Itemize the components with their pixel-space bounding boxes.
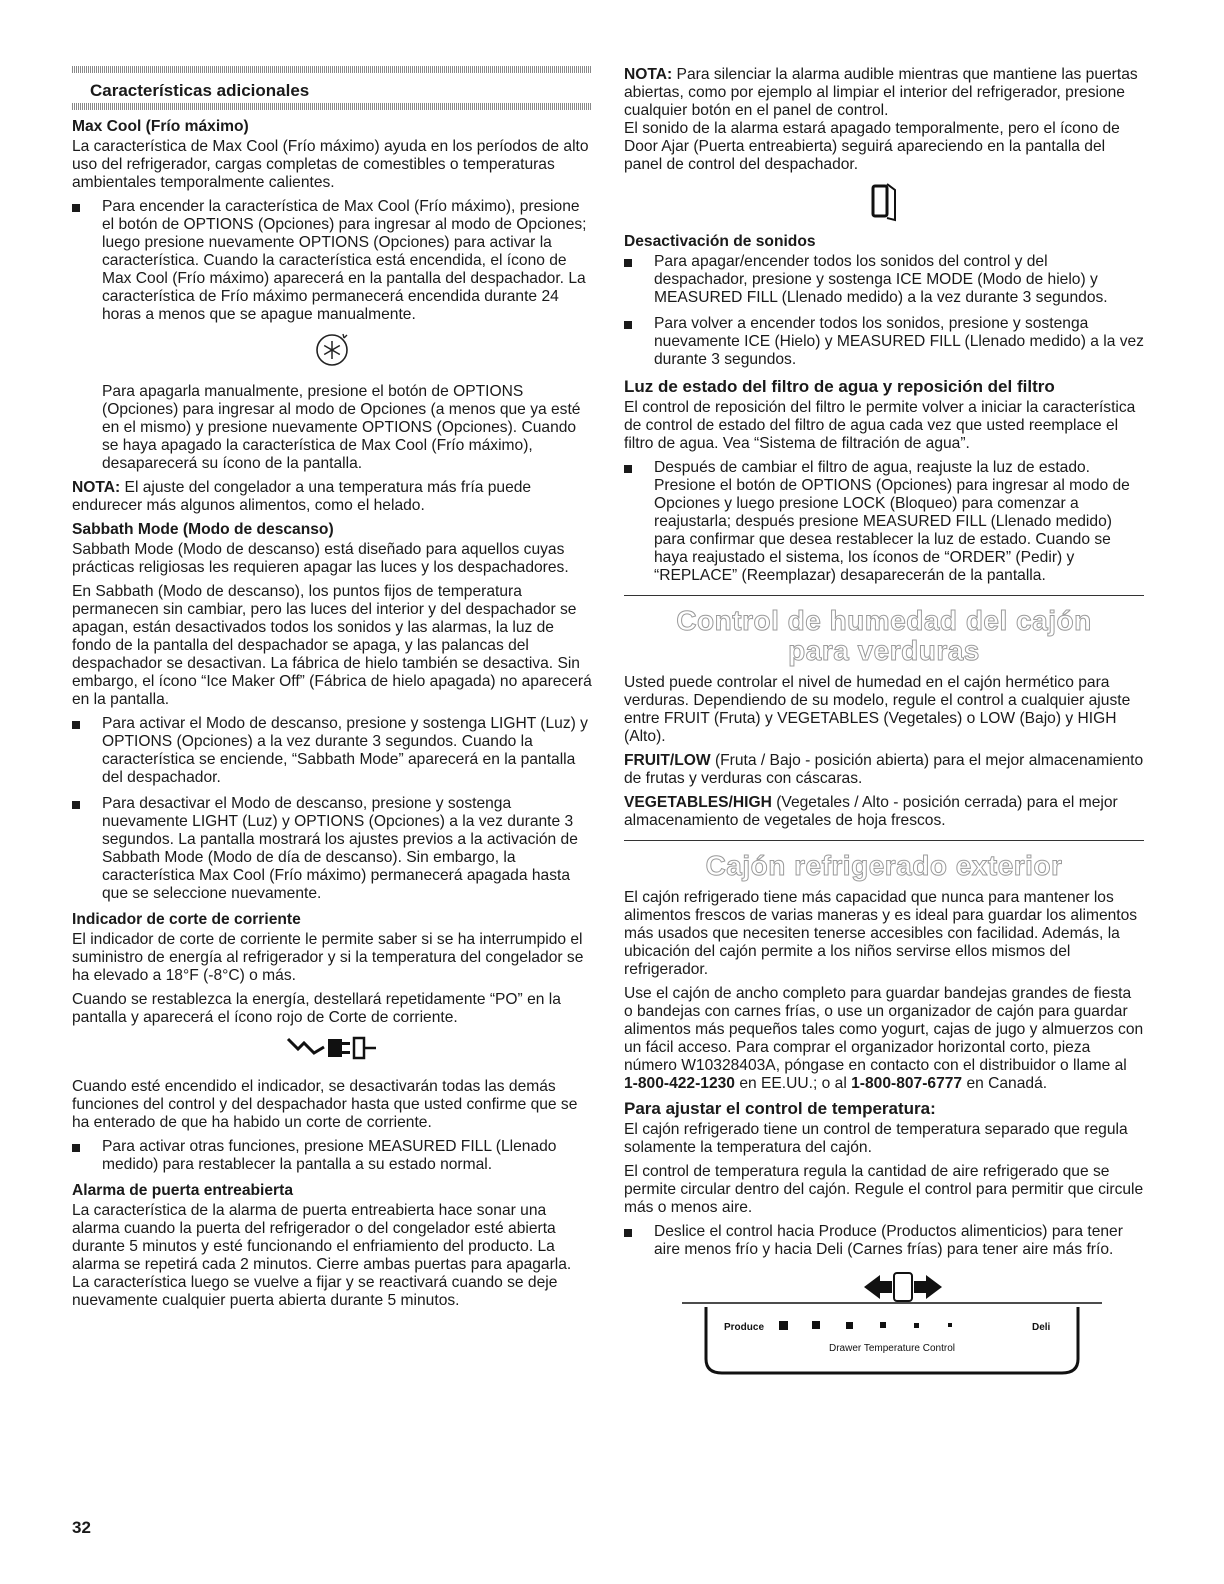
veg-high-text: (Vegetales / Alto - posición cerrada) para el mejor almacenamiento de vegetales de hoja frescos. bbox=[624, 794, 1118, 829]
veg-high-label: VEGETABLES/HIGH bbox=[624, 794, 772, 811]
power-outage-plug-icon bbox=[284, 1033, 380, 1063]
filter-bullet: Después de cambiar el filtro de agua, reajuste la luz de estado. Presione el botón de OPTIONS (Opciones) para ingresar al modo de Opciones y luego presione LOCK (Bloqueo) para comenzar a reajustarla; después presione MEASURED FILL (Llenado medido) para confirmar que desea restablecer la luz de estado. Cuando se haya reajustado el sistema, los íconos de “ORDER” (Pedir) y “REPLACE” (Reemplazar) desaparecerán de la pantalla. bbox=[624, 459, 1144, 585]
setting-dot-1 bbox=[779, 1321, 788, 1330]
sabbath-heading: Sabbath Mode (Modo de descanso) bbox=[72, 521, 334, 538]
phone-canada: 1-800-807-6777 bbox=[851, 1075, 963, 1092]
max-cool-snowflake-icon bbox=[314, 332, 350, 368]
phone-us: 1-800-422-1230 bbox=[624, 1075, 735, 1092]
left-column bbox=[72, 66, 592, 1316]
drawer-p2-b: en EE.UU.; o al bbox=[734, 1075, 852, 1092]
control-caption: Drawer Temperature Control bbox=[829, 1343, 955, 1354]
note-label: NOTA: bbox=[72, 479, 121, 496]
hatch-rule-top bbox=[72, 66, 592, 73]
note-text: El ajuste del congelador a una temperatura más fría puede endurecer más algunos alimentos, como el helado. bbox=[72, 479, 532, 514]
temp-heading: Para ajustar el control de temperatura: bbox=[624, 1099, 936, 1118]
temp-list bbox=[624, 1223, 1144, 1259]
humidity-title-line2: para verduras bbox=[788, 635, 980, 666]
temp-bullet: Deslice el control hacia Produce (Productos alimenticios) para tener aire menos frío y hacia Deli (Carnes frías) para tener aire más frío. bbox=[624, 1223, 1144, 1259]
divider-drawer bbox=[624, 840, 1144, 841]
temp-p2: El control de temperatura regula la cantidad de aire refrigerado que se permite circular dentro del cajón. Regule el control para permitir que circule más o menos aire. bbox=[624, 1163, 1144, 1216]
sounds-list bbox=[624, 253, 1144, 369]
section-title: Características adicionales bbox=[90, 81, 310, 100]
drawer-p2-a: Use el cajón de ancho completo para guardar bandejas grandes de fiesta o bandejas con carnes frías, o use un organizador de cajón para guardar alimentos más pequeños tales como yogurt, cajas de jugo y almuerzos con un fácil acceso. Para comprar el organizador horizontal corto, pieza número W10328403A, póngase en contacto con el distribuidor o llame al bbox=[624, 985, 1144, 1074]
fruit-low-text: (Fruta / Bajo - posición abierta) para el mejor almacenamiento de frutas y verduras con cáscaras. bbox=[624, 752, 1144, 787]
sabbath-p2: En Sabbath (Modo de descanso), los puntos fijos de temperatura permanecen sin cambiar, pero las luces del interior y del despachador se apagan, están desactivados todos los sonidos y las alarmas, la luz de fondo de la pantalla del despachador se apaga, y las palancas del despachador se desactivan. La fábrica de hielo también se desactiva. Sin embargo, el ícono “Ice Maker Off” (Fábrica de hielo apagada) no aparecerá en la pantalla. bbox=[72, 583, 592, 708]
max-cool-list bbox=[72, 198, 592, 324]
sabbath-p1: Sabbath Mode (Modo de descanso) está diseñado para aquellos cuyas prácticas religiosas les requieren apagar las luces y los despachadores. bbox=[72, 541, 569, 576]
filter-p1: El control de reposición del filtro le permite volver a iniciar la característica de control de estado del filtro de agua cada vez que usted reemplace el filtro de agua. Vea “Sistema de filtración de agua”. bbox=[624, 399, 1136, 452]
door-ajar-icon-row bbox=[624, 180, 1144, 229]
slider-arrows-icon bbox=[864, 1273, 942, 1301]
sabbath-bullet-off: Para desactivar el Modo de descanso, presione y sostenga nuevamente LIGHT (Luz) y OPTIONS (Opciones) a la vez durante 3 segundos. La pantalla mostrará los ajustes previos a la activación de Sabbath Mode (Modo de día de descanso). Sin embargo, la característica Max Cool (Frío máximo) permanecerá apagada hasta que se seleccione nuevamente. bbox=[72, 795, 592, 903]
power-p1: El indicador de corte de corriente le permite saber si se ha interrumpido el suministro de energía al refrigerador y si la temperatura del congelador se ha elevado a 18°F (-8°C) o más. bbox=[72, 931, 584, 984]
drawer-control-diagram bbox=[682, 1267, 1102, 1377]
section-header bbox=[72, 66, 592, 110]
filter-list bbox=[624, 459, 1144, 585]
right-column bbox=[624, 66, 1144, 1377]
max-cool-note bbox=[72, 479, 592, 515]
drawer-p2 bbox=[624, 985, 1144, 1093]
sounds-heading: Desactivación de sonidos bbox=[624, 233, 816, 250]
filter-heading: Luz de estado del filtro de agua y reposición del filtro bbox=[624, 377, 1055, 396]
setting-dot-4 bbox=[880, 1322, 886, 1328]
humidity-veg bbox=[624, 794, 1144, 830]
drawer-temperature-control bbox=[682, 1267, 1102, 1377]
max-cool-off-text: Para apagarla manualmente, presione el botón de OPTIONS (Opciones) para ingresar al modo de Opciones (a menos que ya esté en el mismo) y presione nuevamente OPTIONS (Opciones). Cuando se haya apagado la característica de Max Cool (Frío máximo), desaparecerá su ícono de la pantalla. bbox=[102, 383, 581, 472]
door-note-label: NOTA: bbox=[624, 66, 673, 83]
sabbath-list bbox=[72, 715, 592, 903]
temp-p1: El cajón refrigerado tiene un control de temperatura separado que regula solamente la temperatura del cajón. bbox=[624, 1121, 1128, 1156]
setting-dot-2 bbox=[812, 1321, 820, 1329]
setting-dot-3 bbox=[846, 1322, 853, 1329]
power-list bbox=[72, 1138, 592, 1174]
max-cool-intro: La característica de Max Cool (Frío máximo) ayuda en los períodos de alto uso del refrigerador, cargas completas de comestibles o temperaturas ambientales temporalmente calientes. bbox=[72, 138, 589, 191]
page-number: 32 bbox=[72, 1518, 91, 1537]
power-bullet: Para activar otras funciones, presione MEASURED FILL (Llenado medido) para restablecer la pantalla a su estado normal. bbox=[72, 1138, 592, 1174]
drawer-p2-c: en Canadá. bbox=[962, 1075, 1048, 1092]
setting-dot-6 bbox=[948, 1323, 952, 1327]
power-heading: Indicador de corte de corriente bbox=[72, 911, 301, 928]
door-heading: Alarma de puerta entreabierta bbox=[72, 1182, 293, 1199]
drawer-title: Cajón refrigerado exterior bbox=[705, 850, 1063, 881]
humidity-p1: Usted puede controlar el nivel de humedad en el cajón hermético para verduras. Dependiendo de su modelo, regule el control a cualquier ajuste entre FRUIT (Fruta) y VEGETABLES (Vegetales) o LOW (Bajo) y HIGH (Alto). bbox=[624, 674, 1131, 745]
sounds-bullet-restore: Para volver a encender todos los sonidos, presione y sostenga nuevamente ICE (Hielo) y MEASURED FILL (Llenado medido) a la vez durante 3 segundos. bbox=[624, 315, 1144, 369]
power-icon-row bbox=[72, 1033, 592, 1068]
divider-humidity bbox=[624, 595, 1144, 596]
setting-dot-5 bbox=[914, 1323, 919, 1328]
door-note-text: Para silenciar la alarma audible mientras que mantiene las puertas abiertas, como por ejemplo al limpiar el interior del refrigerador, presione cualquier botón en el panel de control. bbox=[624, 66, 1138, 119]
power-p2: Cuando se restablezca la energía, destellará repetidamente “PO” en la pantalla y aparecerá el ícono rojo de Corte de corriente. bbox=[72, 991, 561, 1026]
sounds-bullet-toggle: Para apagar/encender todos los sonidos del control y del despachador, presione y sostenga ICE MODE (Modo de hielo) y MEASURED FILL (Llenado medido) a la vez durante 3 segundos. bbox=[624, 253, 1144, 307]
sabbath-bullet-on: Para activar el Modo de descanso, presione y sostenga LIGHT (Luz) y OPTIONS (Opciones) a la vez durante 3 segundos. Cuando la característica se enciende, “Sabbath Mode” aparecerá en la pantalla del despachador. bbox=[72, 715, 592, 787]
max-cool-bullet: Para encender la característica de Max Cool (Frío máximo), presione el botón de OPTIONS (Opciones) para ingresar al modo de Opciones; luego presione nuevamente OPTIONS (Opciones) para activar la característica. Cuando la característica está encendida, el ícono de Max Cool (Frío máximo) aparecerá en la pantalla del despachador. La característica de Frío máximo permanecerá encendida durante 24 horas a menos que se apague manualmente. bbox=[72, 198, 592, 324]
door-note-p2: El sonido de la alarma estará apagado temporalmente, pero el ícono de Door Ajar (Puerta entreabierta) seguirá apareciendo en la pantalla del panel de control del despachador. bbox=[624, 120, 1120, 173]
produce-label: Produce bbox=[724, 1322, 765, 1333]
door-ajar-icon bbox=[869, 180, 899, 224]
door-p1: La característica de la alarma de puerta entreabierta hace sonar una alarma cuando la puerta del refrigerador o del congelador esté abierta durante 5 minutos y esté funcionando el enfriamiento del producto. La alarma se repetirá cada 2 minutos. Cierre ambas puertas para apagarla. La característica luego se vuelve a fijar y se reactivará cuando se deje nuevamente cualquier puerta abierta durante 5 minutos. bbox=[72, 1202, 572, 1309]
power-p3: Cuando esté encendido el indicador, se desactivarán todas las demás funciones del control y del despachador hasta que usted confirme que se ha enterado de que ha habido un corte de corriente. bbox=[72, 1078, 578, 1131]
deli-label: Deli bbox=[1032, 1322, 1051, 1333]
hatch-rule-bottom bbox=[72, 103, 592, 110]
fruit-low-label: FRUIT/LOW bbox=[624, 752, 711, 769]
door-note bbox=[624, 66, 1144, 120]
humidity-title-line1: Control de humedad del cajón bbox=[676, 605, 1092, 636]
humidity-fruit bbox=[624, 752, 1144, 788]
humidity-title bbox=[624, 606, 1144, 666]
max-cool-icon-row bbox=[72, 332, 592, 373]
drawer-p1: El cajón refrigerado tiene más capacidad que nunca para mantener los alimentos frescos de varias maneras y es ideal para guardar los alimentos más usados que necesiten tenerse accesibles con facilidad. Además, la ubicación del cajón permite a los niños servirse ellos mismos del refrigerador. bbox=[624, 889, 1138, 978]
max-cool-heading: Max Cool (Frío máximo) bbox=[72, 118, 249, 135]
